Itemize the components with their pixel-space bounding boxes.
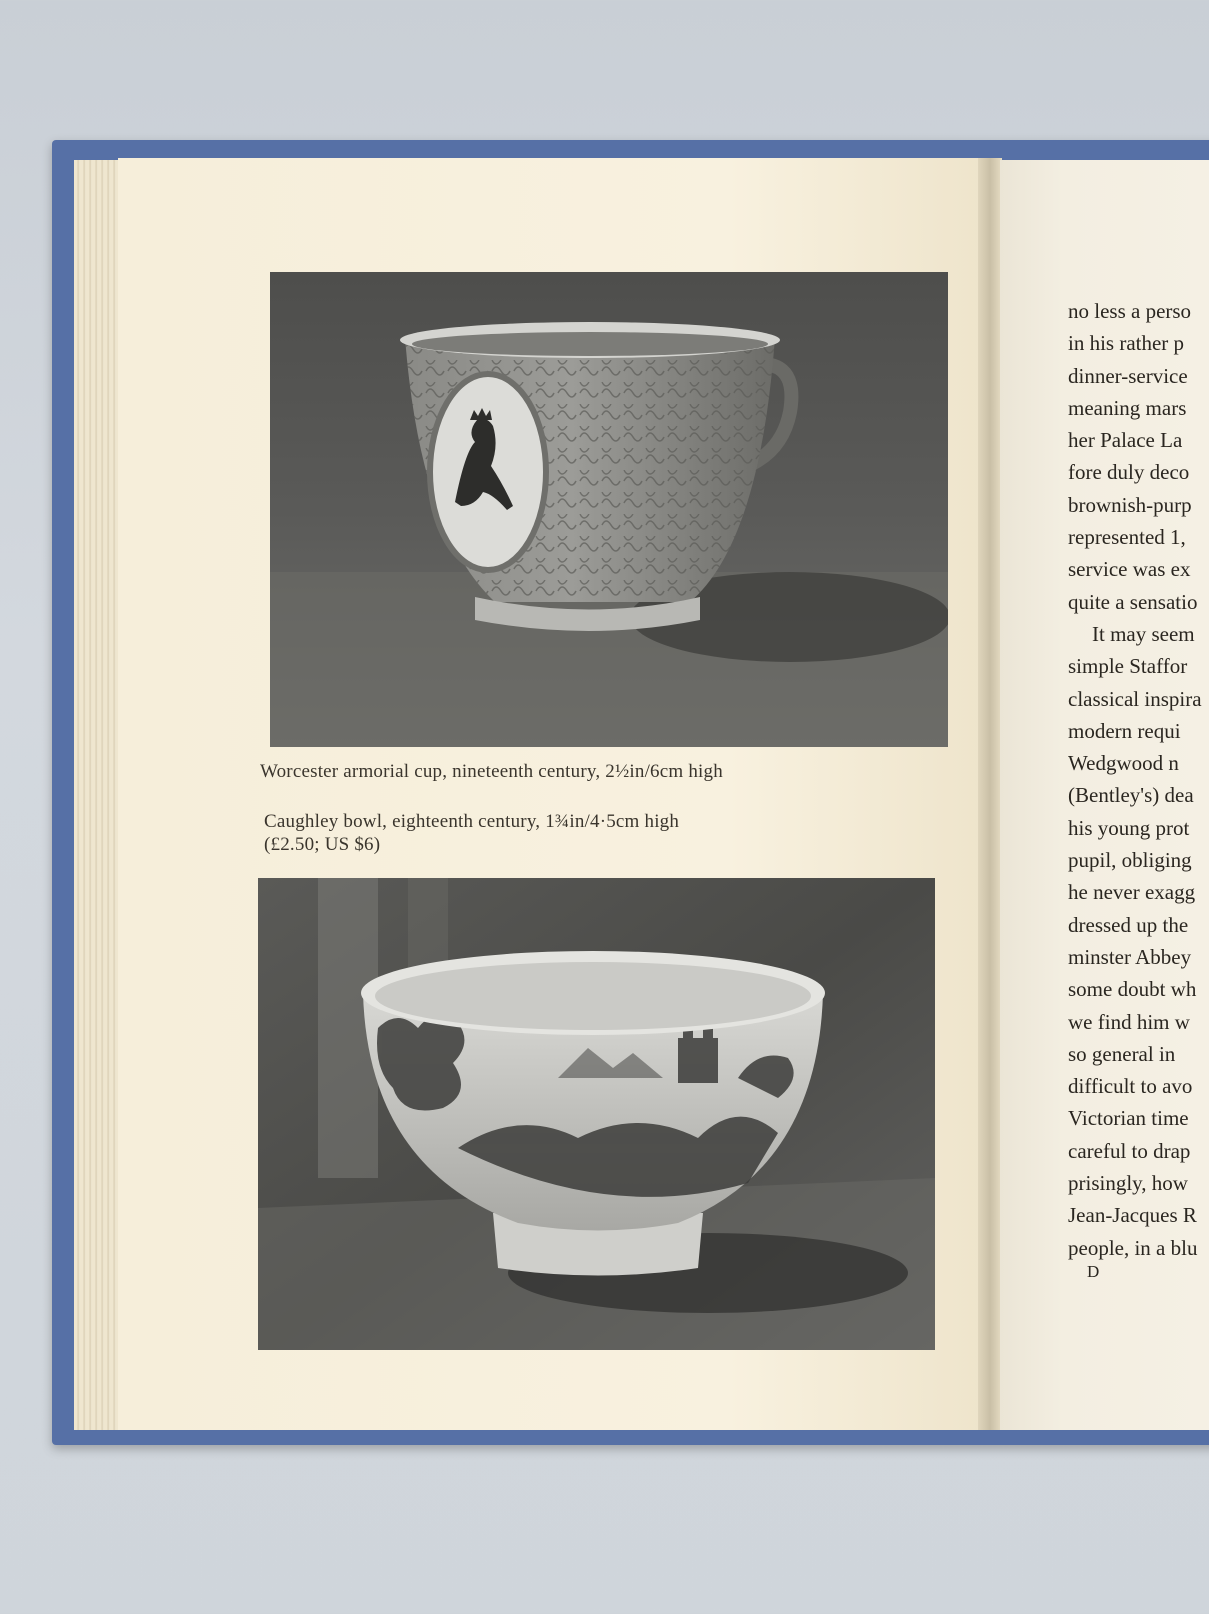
body-text-line: dressed up the: [1068, 912, 1189, 937]
cup-caption: Worcester armorial cup, nineteenth century, 2½in/6cm high: [260, 761, 723, 782]
body-text-line: people, in a blu: [1068, 1235, 1198, 1260]
body-text-line: careful to drap: [1068, 1138, 1191, 1163]
body-text-line: (Bentley's) dea: [1068, 783, 1194, 808]
right-page-body-text: [1068, 295, 1202, 1264]
body-text-line: modern requi: [1068, 718, 1181, 743]
body-text-line: Wedgwood n: [1068, 751, 1179, 776]
body-text-line: so general in: [1068, 1041, 1176, 1066]
body-text-line: meaning mars: [1068, 395, 1187, 420]
body-text-line: Jean-Jacques R: [1068, 1203, 1197, 1228]
body-text-line: her Palace La: [1068, 428, 1183, 453]
bowl-caption: [264, 810, 679, 856]
body-text-line: quite a sensatio: [1068, 589, 1198, 614]
body-text-line: Victorian time: [1068, 1106, 1189, 1131]
cup-photograph: [270, 272, 948, 747]
body-text-line: service was ex: [1068, 557, 1191, 582]
body-text-line: difficult to avo: [1068, 1074, 1193, 1099]
body-text-line: fore duly deco: [1068, 460, 1190, 485]
bowl-caption-line-1: Caughley bowl, eighteenth century, 1¾in/4·5cm high: [264, 811, 680, 832]
signature-mark: D: [1087, 1262, 1101, 1281]
body-text-line: classical inspira: [1068, 686, 1202, 711]
body-text-line: prisingly, how: [1068, 1171, 1188, 1196]
body-text-line: we find him w: [1068, 1009, 1190, 1034]
body-text-line: some doubt wh: [1068, 977, 1197, 1002]
bowl-caption-price: (£2.50; US $6): [264, 834, 381, 855]
bowl-photograph: [258, 878, 935, 1350]
body-text-line: dinner-service: [1068, 363, 1188, 388]
body-text-line: pupil, obliging: [1068, 848, 1192, 873]
body-text-line: no less a perso: [1068, 299, 1192, 323]
body-text-line: his young prot: [1068, 815, 1190, 840]
book-gutter: [978, 158, 1002, 1430]
body-text-line: It may seem: [1092, 621, 1195, 646]
body-text-line: represented 1,: [1068, 525, 1186, 550]
body-text-line: simple Staffor: [1068, 654, 1188, 679]
body-text-line: minster Abbey: [1068, 944, 1192, 969]
right-page: [1000, 160, 1209, 1430]
body-text-line: brownish-purp: [1068, 492, 1192, 517]
body-text-line: he never exagg: [1068, 880, 1196, 905]
body-text-line: in his rather p: [1068, 331, 1185, 356]
